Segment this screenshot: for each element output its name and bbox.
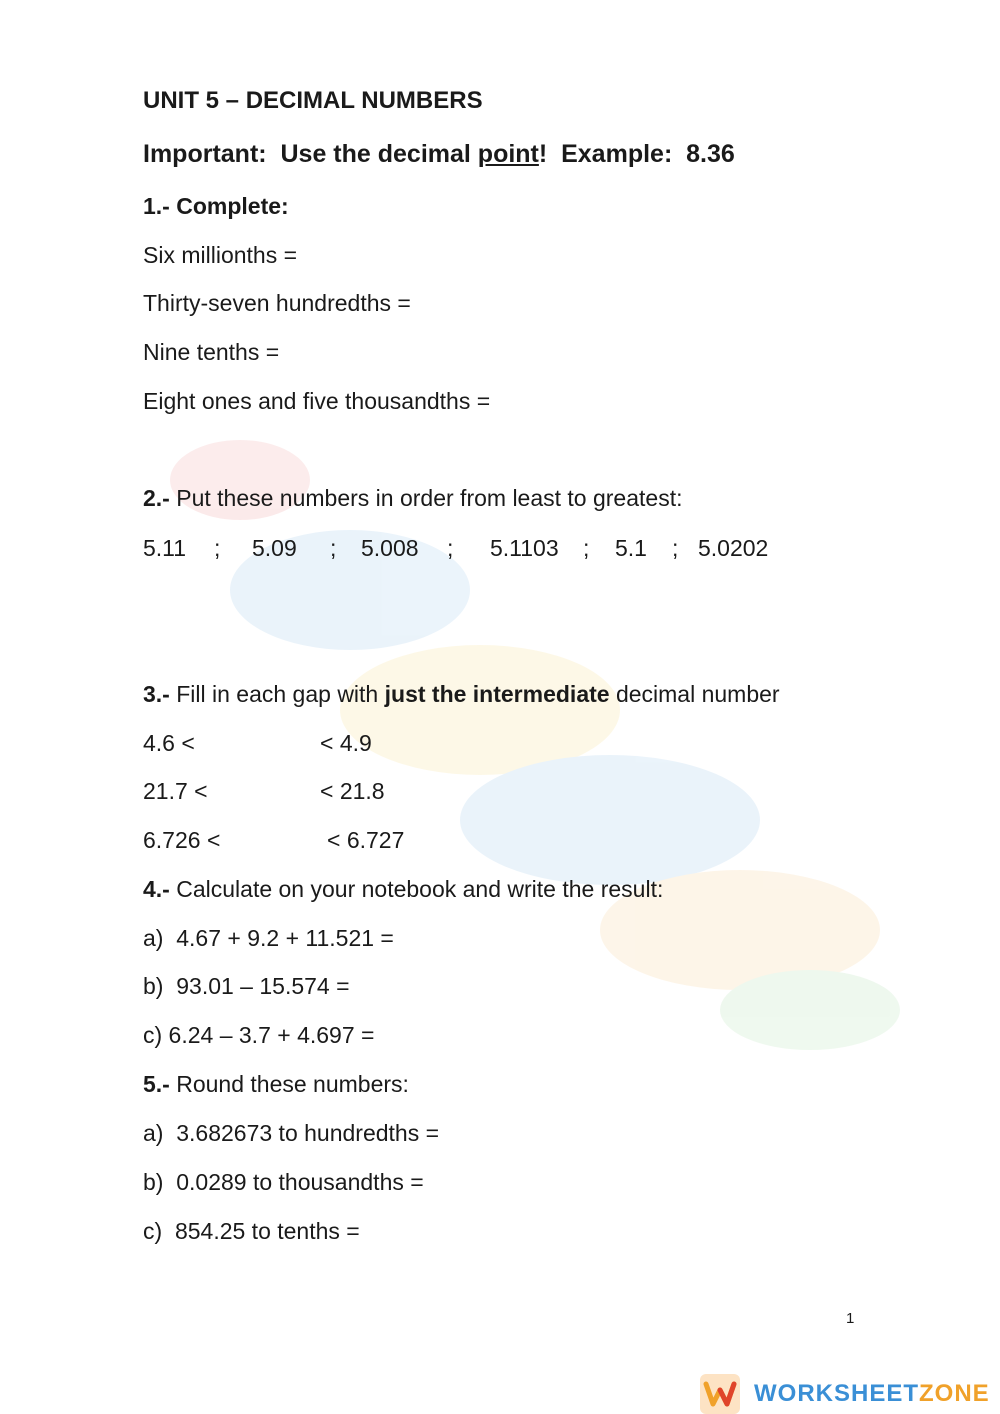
- q4-item: b) 93.01 – 15.574 =: [143, 973, 350, 999]
- q2-heading: [143, 483, 682, 513]
- q3-left: 4.6 <: [143, 730, 195, 756]
- q4-heading: [143, 874, 663, 904]
- q3-right: < 21.8: [320, 778, 385, 804]
- q2-value: 5.1103: [490, 535, 559, 561]
- q4-number: 4.-: [143, 876, 170, 902]
- q5-item: c) 854.25 to tenths =: [143, 1218, 360, 1244]
- brand-name-part2: ZONE: [919, 1380, 990, 1407]
- watermark-graphic: [150, 420, 910, 1060]
- q5-item: b) 0.0289 to thousandths =: [143, 1169, 424, 1195]
- q1-item: Thirty-seven hundredths =: [143, 290, 411, 316]
- q2-separator: ;: [447, 535, 454, 561]
- q3-instruction-a: Fill in each gap with: [169, 681, 385, 707]
- q3-left: 6.726 <: [143, 827, 221, 853]
- brand-name: [754, 1380, 990, 1408]
- q1-heading: 1.- Complete:: [143, 193, 289, 219]
- q3-number: 3.-: [143, 681, 170, 707]
- important-note: [143, 139, 735, 169]
- important-underlined-word: point: [477, 140, 539, 168]
- q5-heading: [143, 1069, 409, 1099]
- q1-item: Nine tenths =: [143, 339, 280, 365]
- q2-separator: ;: [672, 535, 679, 561]
- q3-right: < 6.727: [327, 827, 405, 853]
- q4-instruction: Calculate on your notebook and write the result:: [169, 876, 664, 902]
- q2-value: 5.0202: [698, 535, 769, 561]
- q2-value: 5.11: [143, 535, 187, 561]
- important-suffix: ! Example: 8.36: [538, 140, 735, 168]
- q1-item: Six millionths =: [143, 242, 298, 268]
- unit-title: UNIT 5 – DECIMAL NUMBERS: [143, 87, 483, 114]
- brand-footer[interactable]: [700, 1374, 990, 1414]
- brand-name-part1: WORKSHEET: [754, 1380, 919, 1407]
- q2-separator: ;: [583, 535, 590, 561]
- q5-item: a) 3.682673 to hundredths =: [143, 1120, 440, 1146]
- q2-value: 5.1: [615, 535, 647, 561]
- page-number: 1: [846, 1310, 855, 1327]
- q3-instruction-b: decimal number: [609, 681, 780, 707]
- q2-separator: ;: [330, 535, 337, 561]
- q5-number: 5.-: [143, 1071, 170, 1097]
- q2-instruction: Put these numbers in order from least to greatest:: [169, 485, 683, 511]
- q3-instruction-bold: just the intermediate: [384, 681, 610, 707]
- worksheetzone-logo-icon: [700, 1374, 740, 1414]
- q2-value: 5.09: [252, 535, 297, 561]
- q1-item: Eight ones and five thousandths =: [143, 388, 491, 414]
- important-prefix: Important: Use the decimal: [143, 140, 478, 168]
- q5-instruction: Round these numbers:: [169, 1071, 409, 1097]
- q2-separator: ;: [214, 535, 221, 561]
- q2-number: 2.-: [143, 485, 170, 511]
- q2-value: 5.008: [361, 535, 419, 561]
- q3-right: < 4.9: [320, 730, 372, 756]
- q3-left: 21.7 <: [143, 778, 208, 804]
- q4-item: c) 6.24 – 3.7 + 4.697 =: [143, 1022, 375, 1048]
- q3-heading: [143, 679, 780, 709]
- q4-item: a) 4.67 + 9.2 + 11.521 =: [143, 925, 394, 951]
